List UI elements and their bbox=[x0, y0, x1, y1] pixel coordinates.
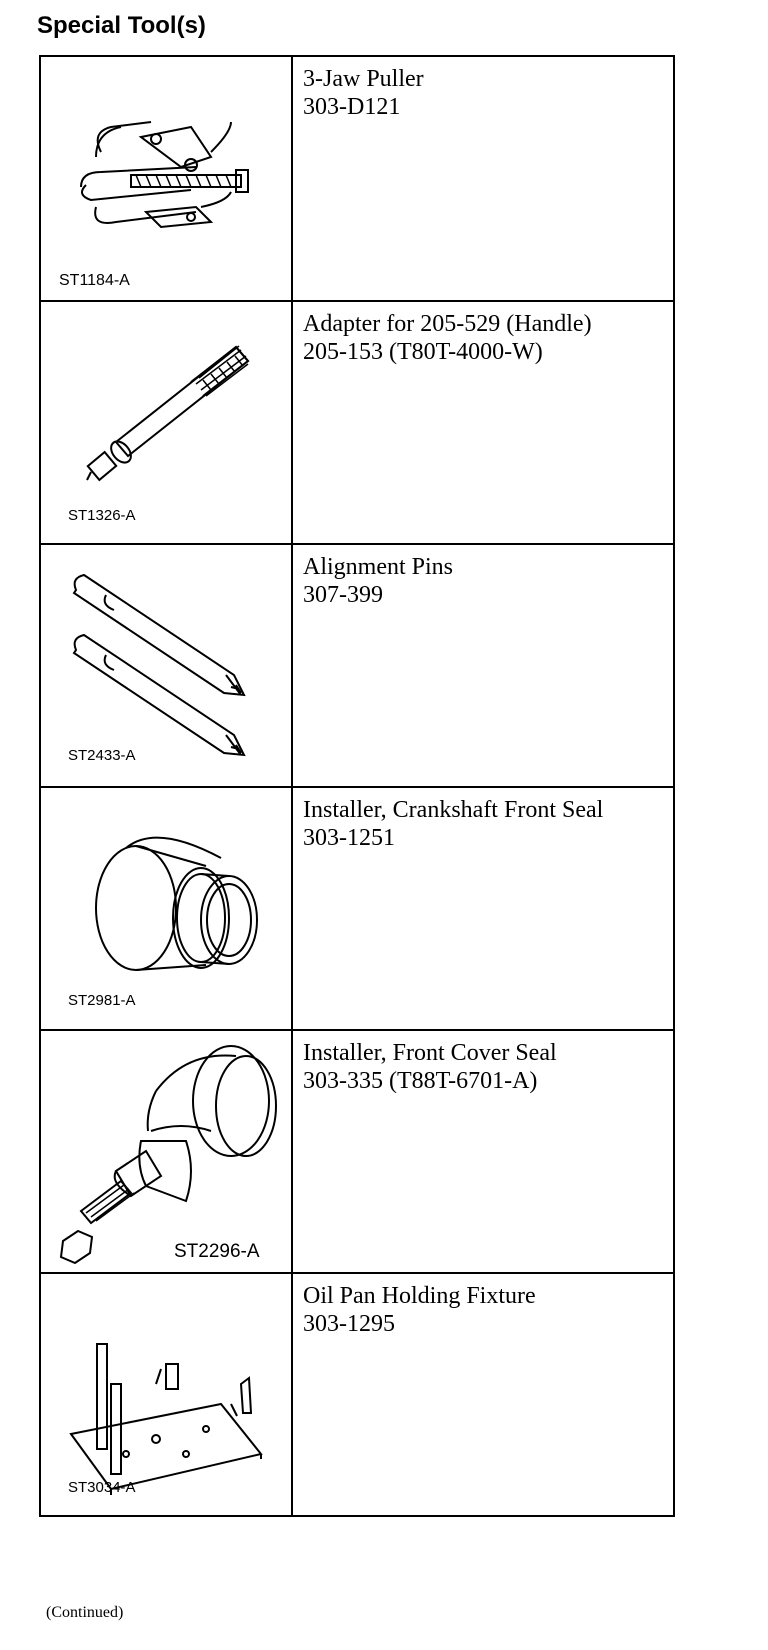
tool-number: 303-1251 bbox=[303, 825, 395, 851]
table-row bbox=[41, 1029, 673, 1272]
tool-name: Adapter for 205-529 (Handle) bbox=[303, 311, 592, 337]
tool-illustration-cell bbox=[41, 57, 293, 300]
tool-description-cell bbox=[293, 1274, 673, 1515]
table-row bbox=[41, 543, 673, 786]
tool-description-cell bbox=[293, 302, 673, 543]
tool-illustration-cell bbox=[41, 1031, 293, 1272]
continued-note: (Continued) bbox=[46, 1604, 124, 1621]
tool-number: 303-335 (T88T-6701-A) bbox=[303, 1068, 538, 1094]
tool-description-cell bbox=[293, 788, 673, 1029]
table-row bbox=[41, 1272, 673, 1515]
tool-code: ST2296-A bbox=[174, 1241, 260, 1262]
tool-description-cell bbox=[293, 545, 673, 786]
tool-number: 205-153 (T80T-4000-W) bbox=[303, 339, 543, 365]
front-cover-seal-installer-icon bbox=[41, 1031, 293, 1272]
tool-description-cell bbox=[293, 1031, 673, 1272]
special-tools-table bbox=[39, 55, 675, 1517]
tool-name: Oil Pan Holding Fixture bbox=[303, 1283, 536, 1309]
tool-name: Installer, Crankshaft Front Seal bbox=[303, 797, 604, 823]
tool-code: ST2433-A bbox=[68, 747, 136, 764]
tool-name: 3-Jaw Puller bbox=[303, 66, 424, 92]
tool-code: ST2981-A bbox=[68, 992, 136, 1009]
tool-name: Installer, Front Cover Seal bbox=[303, 1040, 557, 1066]
tool-code: ST1326-A bbox=[68, 507, 136, 524]
tool-illustration-cell bbox=[41, 1274, 293, 1515]
tool-illustration-cell bbox=[41, 788, 293, 1029]
tool-number: 303-D121 bbox=[303, 94, 401, 120]
tool-name: Alignment Pins bbox=[303, 554, 454, 580]
tool-code: ST1184-A bbox=[59, 272, 130, 289]
three-jaw-puller-icon bbox=[41, 57, 293, 298]
table-row bbox=[41, 786, 673, 1029]
table-row bbox=[41, 300, 673, 543]
tool-number: 307-399 bbox=[303, 582, 383, 608]
table-row bbox=[41, 57, 673, 300]
tool-number: 303-1295 bbox=[303, 1311, 395, 1337]
page-title: Special Tool(s) bbox=[37, 12, 206, 39]
tool-illustration-cell bbox=[41, 545, 293, 786]
tool-description-cell bbox=[293, 57, 673, 300]
tool-code: ST3034-A bbox=[68, 1479, 136, 1496]
tool-illustration-cell bbox=[41, 302, 293, 543]
